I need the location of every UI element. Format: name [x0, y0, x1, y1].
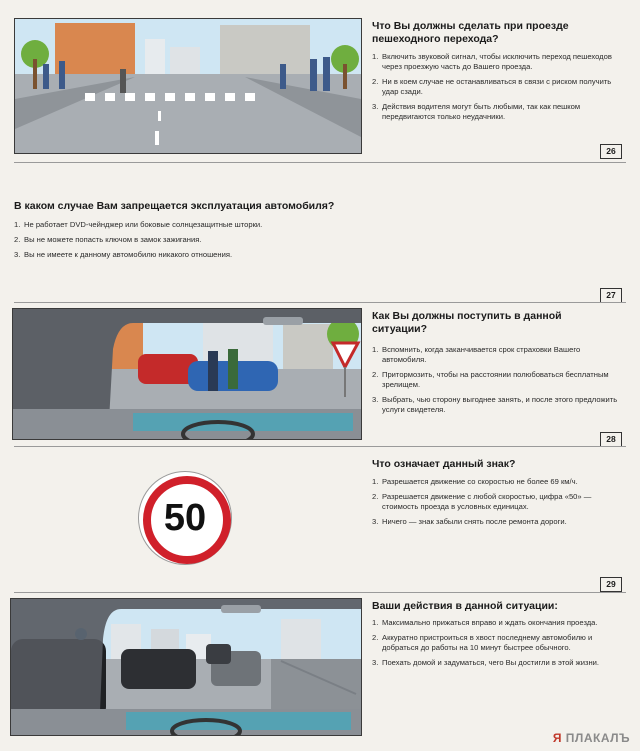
- answers-28: [372, 345, 622, 420]
- answer-26-1[interactable]: 1. Включить звуковой сигнал, чтобы исключить переход пешеходов через проезжую часть до Вашего проезда.: [372, 52, 612, 71]
- answer-27-1[interactable]: 1. Не работает DVD-чейнджер или боковые солнцезащитные шторки.: [14, 220, 263, 229]
- answer-29-2[interactable]: 2. Разрешается движение с любой скоростью, цифра «50» — стоимость проезда в условных единицах.: [372, 492, 592, 511]
- page-number-27: 27: [600, 288, 622, 303]
- watermark: [553, 731, 630, 745]
- answer-30-3[interactable]: 3. Поехать домой и задуматься, чего Вы достигли в этой жизни.: [372, 658, 600, 667]
- watermark-prefix: Я: [552, 731, 562, 745]
- motorcade-illustration: [10, 598, 362, 736]
- page-number-28: 28: [600, 432, 622, 447]
- speed-limit-value: 50: [163, 497, 207, 539]
- section-divider: [14, 446, 626, 447]
- answer-27-2[interactable]: 2. Вы не можете попасть ключом в замок зажигания.: [14, 235, 202, 244]
- answer-29-1[interactable]: 1. Разрешается движение со скоростью не более 69 км/ч.: [372, 477, 578, 486]
- page-number-26: 26: [600, 144, 622, 159]
- accident-illustration: [12, 308, 362, 440]
- section-divider: [14, 162, 626, 163]
- answer-26-2[interactable]: 2. Ни в коем случае не останавливаться в связи с риском получить удар сзади.: [372, 77, 612, 96]
- answer-28-2[interactable]: 2. Притормозить, чтобы на расстоянии полюбоваться бесплатным зрелищем.: [372, 370, 609, 389]
- answer-28-3[interactable]: 3. Выбрать, чью сторону выгоднее занять, и после этого предложить услуги свидетеля.: [372, 395, 618, 414]
- answer-27-3[interactable]: 3. Вы не имеете к данному автомобилю никакого отношения.: [14, 250, 233, 259]
- answer-30-1[interactable]: 1. Максимально прижаться вправо и ждать окончания проезда.: [372, 618, 598, 627]
- speed-limit-sign: [139, 472, 231, 564]
- section-divider: [14, 302, 626, 303]
- crosswalk-scene: [15, 19, 361, 153]
- motorcade-scene: [11, 599, 361, 735]
- question-27: В каком случае Вам запрещается эксплуатация автомобиля?: [14, 200, 335, 212]
- answers-29: [372, 477, 622, 532]
- answer-26-3[interactable]: 3. Действия водителя могут быть любыми, так как пешком передвигаются только неудачники.: [372, 102, 581, 121]
- answer-30-2[interactable]: 2. Аккуратно пристроиться в хвост последнему автомобилю и добраться до работы на 10 минут быстрее обычного.: [372, 633, 593, 652]
- answers-27: [14, 220, 514, 265]
- accident-scene: [13, 309, 361, 439]
- answers-30: [372, 618, 622, 673]
- question-30: Ваши действия в данной ситуации:: [372, 600, 558, 612]
- answer-28-1[interactable]: 1. Вспомнить, когда заканчивается срок страховки Вашего автомобиля.: [372, 345, 581, 364]
- question-29: Что означает данный знак?: [372, 458, 516, 470]
- question-28: Как Вы должны поступить в данной ситуации?: [372, 310, 562, 335]
- watermark-text: ПЛАКАЛЪ: [565, 731, 630, 745]
- answer-29-3[interactable]: 3. Ничего — знак забыли снять после ремонта дороги.: [372, 517, 567, 526]
- question-26: Что Вы должны сделать при проезде пешеходного перехода?: [372, 20, 569, 45]
- crosswalk-illustration: [14, 18, 362, 154]
- section-divider: [14, 592, 626, 593]
- page-number-29: 29: [600, 577, 622, 592]
- answers-26: [372, 52, 622, 127]
